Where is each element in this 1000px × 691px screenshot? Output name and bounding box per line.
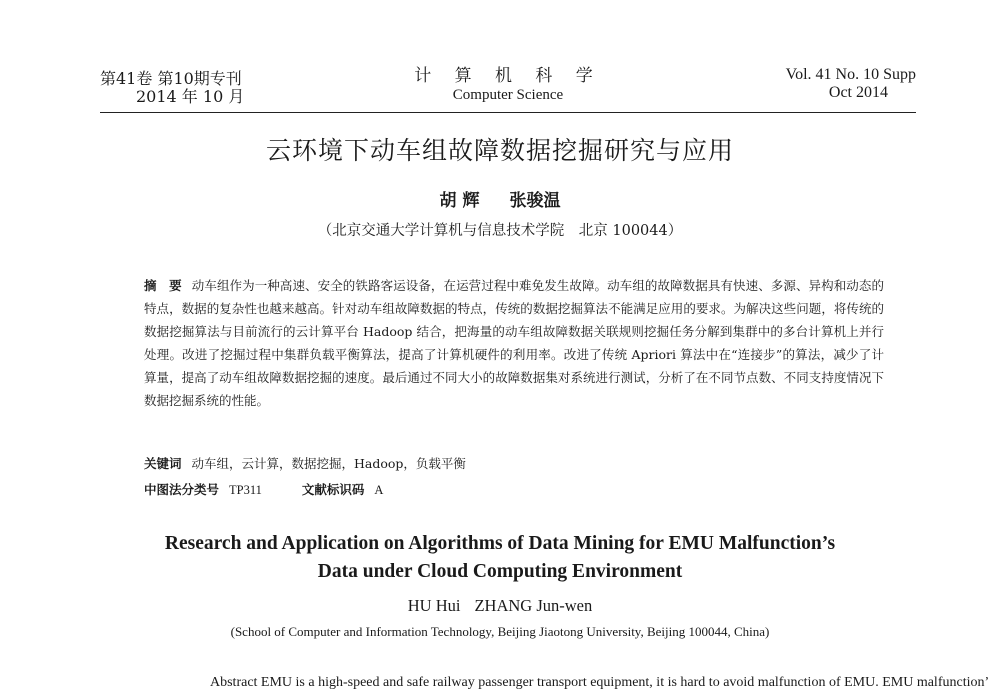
author-en-2: ZHANG Jun-wen <box>474 596 593 615</box>
authors-en <box>0 596 1000 616</box>
keywords <box>144 455 884 473</box>
clc-label: 中图法分类号 <box>144 482 220 497</box>
abstract-label: 摘 要 <box>144 278 182 293</box>
author-cn-1: 胡 辉 <box>439 191 480 211</box>
header-volume-cn-text: 第41卷 第10期专刊 <box>100 69 242 88</box>
abstract-en-cutoff: Abstract EMU is a high-speed and safe railway passenger transport equipment, it is hard to avoid malfunction of EMU. EMU malfunction’ <box>210 675 990 690</box>
header-date-cn: 2014 年 10 月 <box>136 87 245 106</box>
author-en-1: HU Hui <box>407 596 461 615</box>
paper-title-en <box>0 530 1000 586</box>
journal-name-cn: 计 算 机 科 学 <box>414 66 602 86</box>
paper-title-en-line1: Research and Application on Algorithms of Data Mining for EMU Malfunction’s <box>164 533 836 554</box>
journal-name-en: Computer Science <box>452 87 564 103</box>
paper-title-en-line2: Data under Cloud Computing Environment <box>317 561 683 582</box>
affiliation-en: (School of Computer and Information Technology, Beijing Jiaotong University, Beijing 100044, China) <box>230 624 770 639</box>
doc-code-label: 文献标识码 <box>301 482 365 497</box>
classification <box>144 481 383 499</box>
header-volume-en <box>786 66 916 102</box>
keywords-label: 关键词 <box>144 456 182 471</box>
abstract-text: 动车组作为一种高速、安全的铁路客运设备，在运营过程中难免发生故障。动车组的故障数据具有快速、多源、异构和动态的特点，数据的复杂性也越来越高。针对动车组故障数据的特点，传统的数据挖掘算法不能满足应用的要求。为解决这些问题，将传统的数据挖掘算法与目前流行的云计算平台 Hadoop 结合，把海量的动车组故障数据关联规则挖掘任务分解到集群中的多台计算机上并行处理。改进了挖掘过程中集群负载平衡算法，提高了计算机硬件的利用率。改进了传统 Apriori 算法中在“连接步”的算法，减少了计算量，提高了动车组故障数据挖掘的速度。最后通过不同大小的故障数据集对系统进行测试，分析了在不同节点数、不同支持度情况下数据挖掘系统的性能。 <box>144 278 884 409</box>
paper-title-cn: 云环境下动车组故障数据挖掘研究与应用 <box>265 136 734 165</box>
header-date-en: Oct 2014 <box>828 84 888 101</box>
authors-cn <box>0 186 1000 211</box>
keywords-text: 动车组，云计算，数据挖掘，Hadoop，负载平衡 <box>191 456 466 471</box>
clc-value: TP311 <box>229 483 262 497</box>
abstract-cn <box>144 274 884 413</box>
header-volume-en-text: Vol. 41 No. 10 Supp <box>785 66 916 83</box>
affiliation-cn: （北京交通大学计算机与信息技术学院 北京 100044） <box>317 223 683 239</box>
doc-code-value: A <box>374 483 384 497</box>
author-cn-2: 张骏温 <box>509 191 561 211</box>
running-header <box>100 64 916 113</box>
